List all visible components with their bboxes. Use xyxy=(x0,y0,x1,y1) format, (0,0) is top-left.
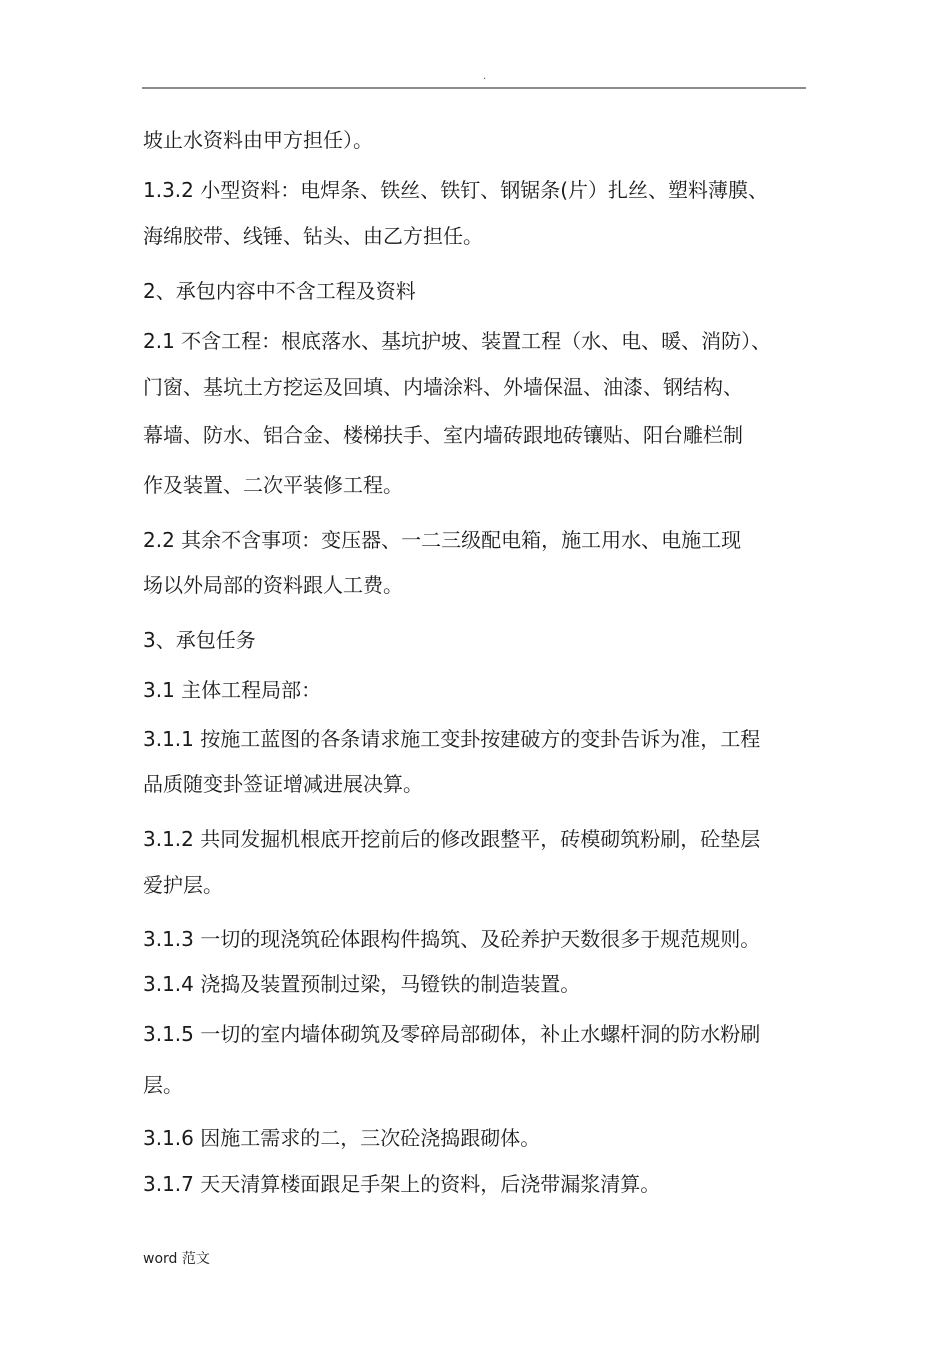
text-line: 2.2 其余不含事项：变压器、一二三级配电箱，施工用水、电施工现 xyxy=(143,528,742,552)
header-rule xyxy=(142,87,806,89)
text-line: 爱护层。 xyxy=(143,873,223,897)
text-line: 3.1.5 一切的室内墙体砌筑及零碎局部砌体，补止水螺杆洞的防水粉刷 xyxy=(143,1022,761,1046)
text-line: 层。 xyxy=(143,1073,183,1097)
text-line: 作及装置、二次平装修工程。 xyxy=(143,473,403,497)
subsection-heading: 3.1 主体工程局部： xyxy=(143,678,322,702)
text-line: 海绵胶带、线锤、钻头、由乙方担任。 xyxy=(143,224,483,248)
text-line: 1.3.2 小型资料：电焊条、铁丝、铁钉、钢锯条(片）扎丝、塑料薄膜、 xyxy=(143,178,769,202)
footer-label: word 范文 xyxy=(143,1251,210,1267)
text-line: 3.1.1 按施工蓝图的各条请求施工变卦按建破方的变卦告诉为准，工程 xyxy=(143,727,761,751)
text-line: 3.1.4 浇捣及装置预制过梁，马镫铁的制造装置。 xyxy=(143,972,581,996)
text-line: 2.1 不含工程：根底落水、基坑护坡、装置工程（水、电、暖、消防）、 xyxy=(143,329,772,353)
text-line: 3.1.6 因施工需求的二，三次砼浇捣跟砌体。 xyxy=(143,1126,541,1150)
text-line: 坡止水资料由甲方担任）。 xyxy=(143,128,373,152)
section-heading: 3、承包任务 xyxy=(143,628,256,652)
text-line: 幕墙、防水、铝合金、楼梯扶手、室内墙砖跟地砖镶贴、阳台雕栏制 xyxy=(143,423,743,447)
text-line: 门窗、基坑土方挖运及回填、内墙涂料、外墙保温、油漆、钢结构、 xyxy=(143,375,743,399)
text-line: 3.1.2 共同发掘机根底开挖前后的修改跟整平，砖模砌筑粉刷，砼垫层 xyxy=(143,827,761,851)
text-line: 3.1.7 天天清算楼面跟足手架上的资料，后浇带漏浆清算。 xyxy=(143,1172,661,1196)
header-mark: . xyxy=(483,71,487,82)
text-line: 场以外局部的资料跟人工费。 xyxy=(143,573,403,597)
section-heading: 2、承包内容中不含工程及资料 xyxy=(143,279,416,303)
text-line: 3.1.3 一切的现浇筑砼体跟构件捣筑、及砼养护天数很多于规范规则。 xyxy=(143,927,761,951)
text-line: 品质随变卦签证增减进展决算。 xyxy=(143,772,423,796)
